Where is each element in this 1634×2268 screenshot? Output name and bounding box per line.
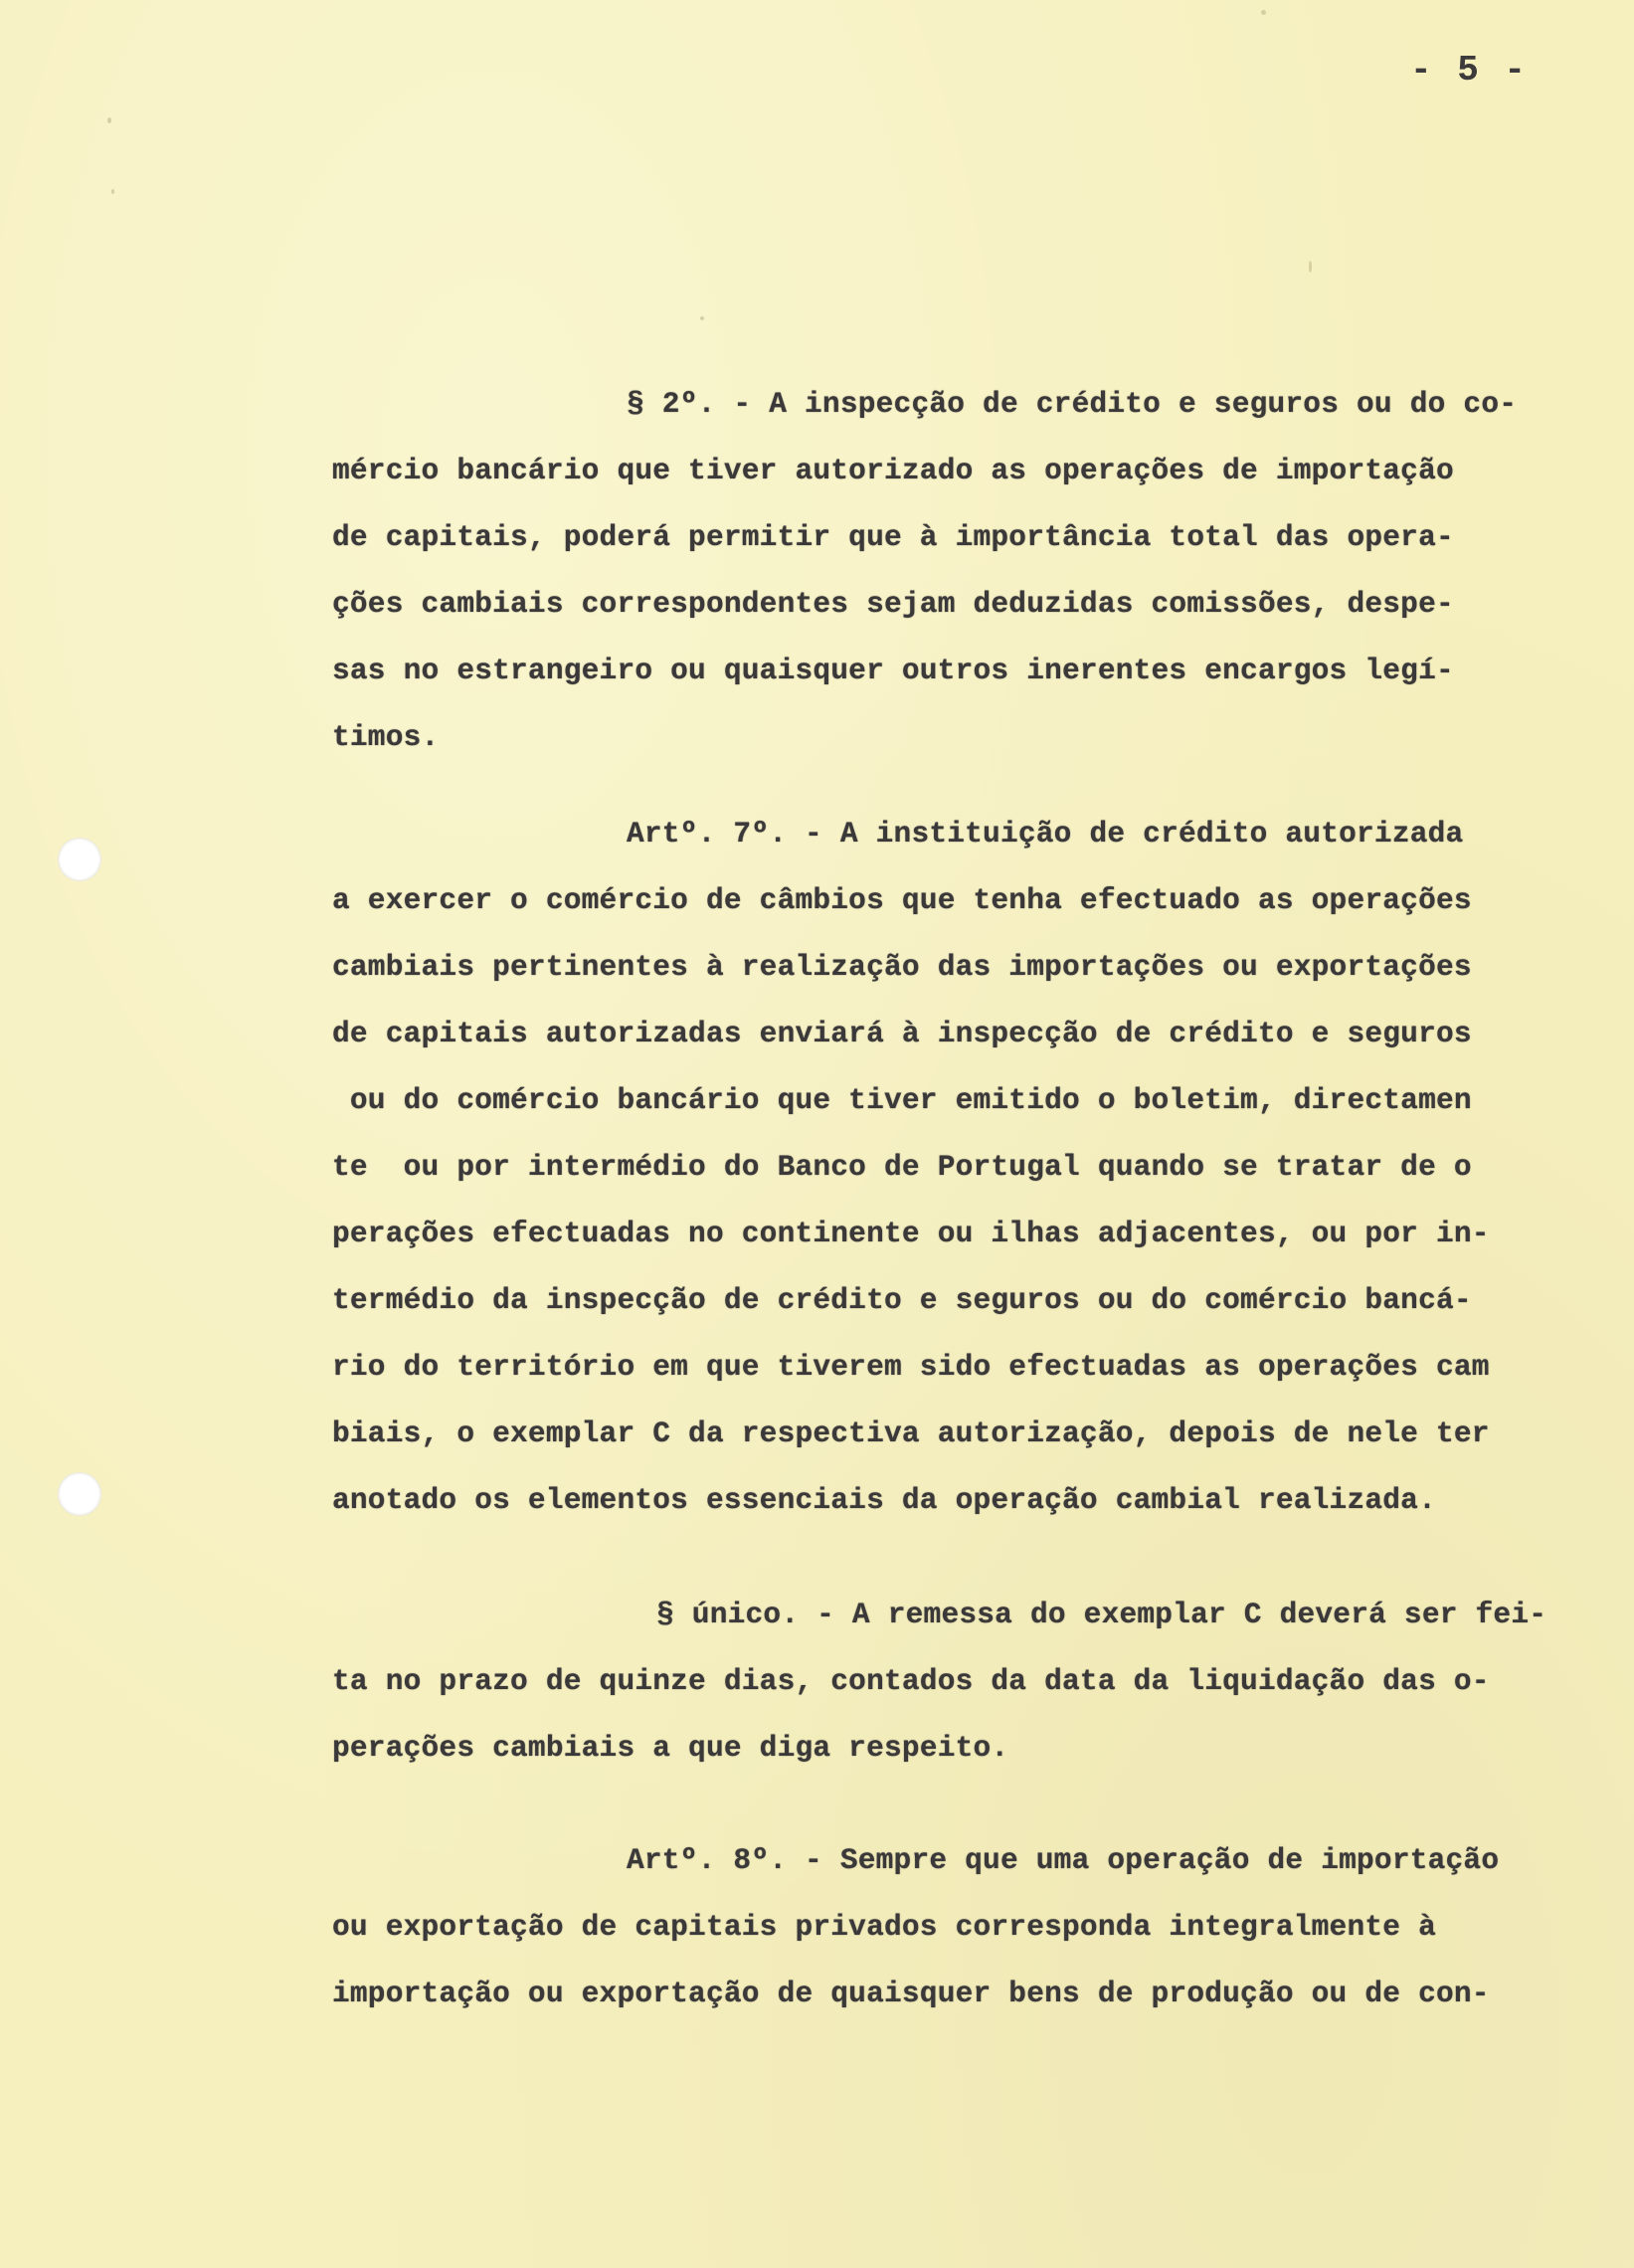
punch-hole-bottom <box>58 1472 101 1516</box>
text-line: mércio bancário que tiver autorizado as operações de importação <box>332 454 1454 487</box>
text-line: ta no prazo de quinze dias, contados da data da liquidação das o- <box>332 1664 1490 1698</box>
text-line: cambiais pertinentes à realização das importações ou exportações <box>332 950 1472 984</box>
text-line: ções cambiais correspondentes sejam deduzidas comissões, despe- <box>332 587 1454 621</box>
punch-hole-top <box>58 838 101 881</box>
page-number: - 5 - <box>1410 50 1529 91</box>
paper-speck <box>111 189 114 194</box>
text-line: § 2º. - A inspecção de crédito e seguros ou do co- <box>627 387 1518 421</box>
text-line: biais, o exemplar C da respectiva autorização, depois de nele ter <box>332 1417 1490 1450</box>
text-line: timos. <box>332 720 440 754</box>
text-line: te ou por intermédio do Banco de Portugal quando se tratar de o <box>332 1150 1472 1184</box>
text-line: a exercer o comércio de câmbios que tenha efectuado as operações <box>332 883 1472 917</box>
paper-speck <box>107 117 111 123</box>
paper-speck <box>1261 10 1266 15</box>
text-line: perações efectuadas no continente ou ilhas adjacentes, ou por in- <box>332 1217 1490 1250</box>
text-line: ou exportação de capitais privados corresponda integralmente à <box>332 1910 1436 1944</box>
text-line: de capitais autorizadas enviará à inspecção de crédito e seguros <box>332 1017 1472 1050</box>
text-line: Artº. 7º. - A instituição de crédito autorizada <box>627 817 1464 850</box>
paper-speck <box>700 316 704 320</box>
text-line: rio do território em que tiverem sido efectuadas as operações cam <box>332 1350 1490 1384</box>
text-line: perações cambiais a que diga respeito. <box>332 1731 1009 1765</box>
text-line: de capitais, poderá permitir que à importância total das opera- <box>332 520 1454 554</box>
text-line: Artº. 8º. - Sempre que uma operação de importação <box>627 1843 1500 1877</box>
text-line: § único. - A remessa do exemplar C deverá ser fei- <box>656 1598 1547 1631</box>
text-line: anotado os elementos essenciais da operação cambial realizada. <box>332 1483 1436 1517</box>
text-line: ou do comércio bancário que tiver emitido o boletim, directamen <box>332 1083 1472 1117</box>
text-line: termédio da inspecção de crédito e seguros ou do comércio bancá- <box>332 1283 1472 1317</box>
paper-speck <box>1309 261 1312 273</box>
text-line: sas no estrangeiro ou quaisquer outros inerentes encargos legí- <box>332 654 1454 687</box>
text-line: importação ou exportação de quaisquer bens de produção ou de con- <box>332 1977 1490 2010</box>
